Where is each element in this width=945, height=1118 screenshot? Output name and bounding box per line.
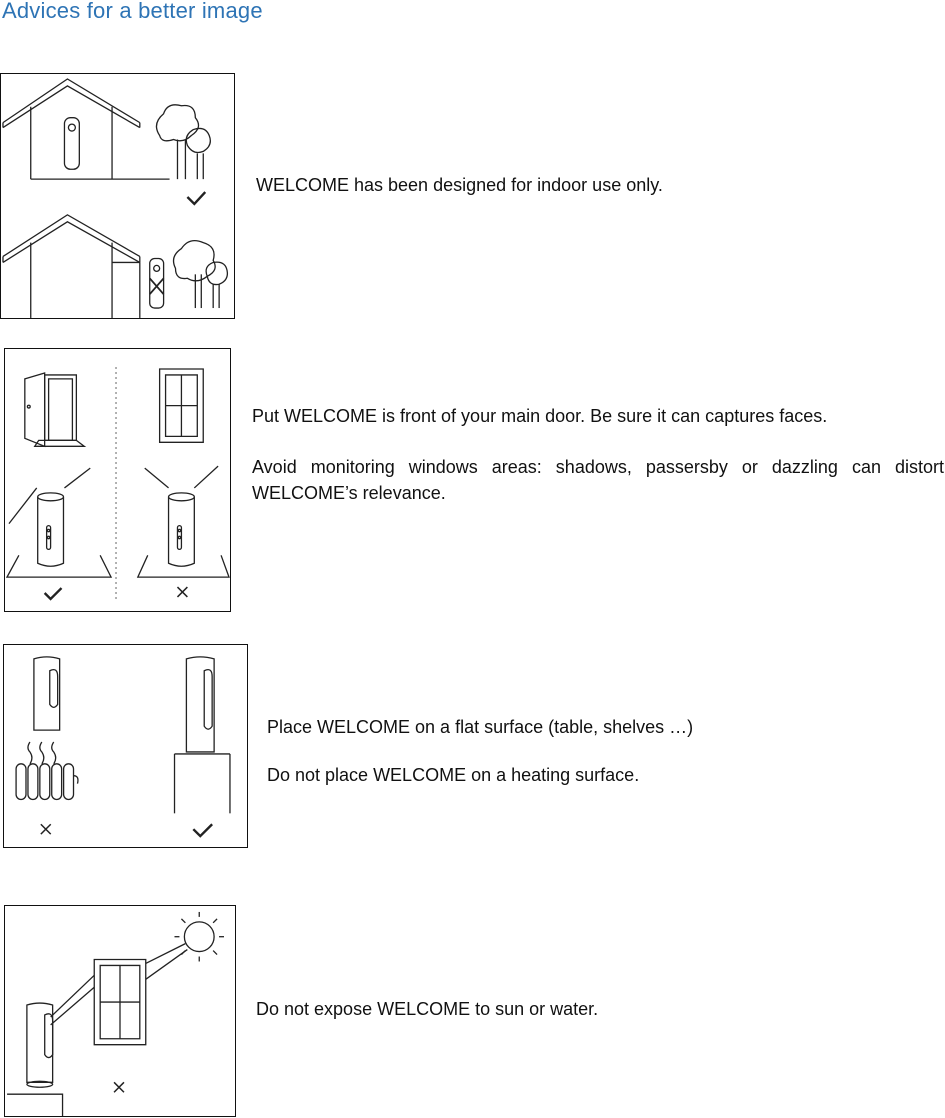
cross-icon bbox=[114, 1082, 124, 1092]
tree-icon bbox=[174, 241, 228, 308]
table-icon bbox=[175, 754, 230, 813]
check-icon bbox=[45, 588, 62, 599]
sun-water-text: Do not expose WELCOME to sun or water. bbox=[256, 999, 599, 1019]
camera-device-icon bbox=[169, 493, 195, 566]
house-icon bbox=[3, 79, 170, 179]
flat-surface-text: Place WELCOME on a flat surface (table, shelves …) bbox=[267, 717, 694, 737]
cross-icon bbox=[150, 278, 164, 294]
window-warning-text: Avoid monitoring windows areas: shadows, passersby or dazzling can distort WELCOME’s relevance. bbox=[252, 457, 944, 503]
radiator-icon bbox=[16, 764, 78, 800]
camera-device-icon bbox=[27, 1003, 53, 1087]
door-icon bbox=[25, 373, 84, 446]
heat-waves-icon bbox=[28, 742, 56, 764]
house-icon bbox=[3, 215, 140, 318]
sun-exposure-illustration bbox=[4, 905, 236, 1117]
camera-device-icon bbox=[150, 258, 164, 308]
window-icon bbox=[94, 959, 146, 1044]
camera-device-icon bbox=[64, 118, 79, 170]
cross-icon bbox=[41, 824, 51, 834]
check-icon bbox=[193, 824, 212, 836]
indoor-use-text: WELCOME has been designed for indoor use only. bbox=[256, 175, 663, 195]
sun-rays-icon bbox=[51, 944, 188, 1025]
heating-surface-text: Do not place WELCOME on a heating surface. bbox=[267, 765, 640, 785]
window-icon bbox=[160, 369, 204, 442]
surface-placement-illustration bbox=[3, 644, 248, 848]
indoor-use-illustration bbox=[0, 73, 235, 319]
camera-device-icon bbox=[38, 493, 64, 566]
tree-icon bbox=[156, 105, 210, 179]
camera-device-icon bbox=[34, 657, 60, 730]
door-placement-text: Put WELCOME is front of your main door. Be sure it can captures faces. bbox=[252, 406, 828, 426]
check-icon bbox=[187, 192, 205, 204]
camera-device-icon bbox=[186, 657, 214, 752]
door-vs-window-illustration bbox=[4, 348, 231, 612]
page-title: Advices for a better image bbox=[2, 0, 263, 23]
cross-icon bbox=[177, 587, 187, 597]
